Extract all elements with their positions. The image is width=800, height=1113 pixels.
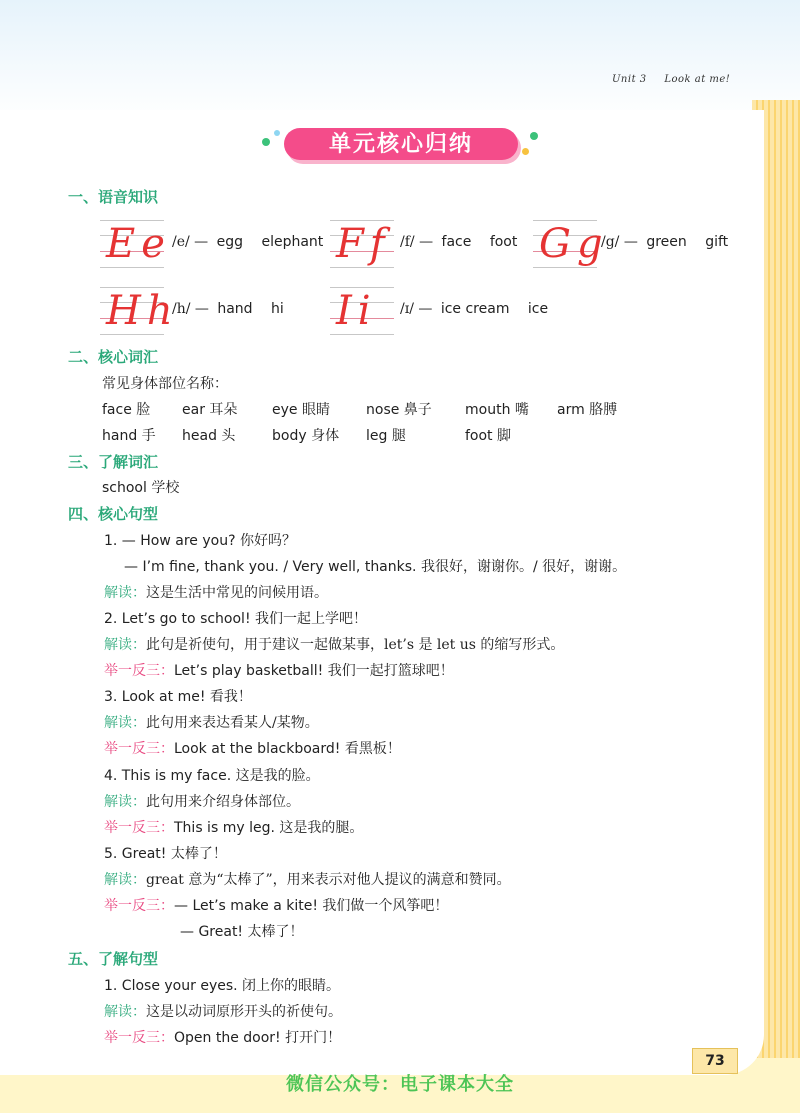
explanation-line bbox=[104, 582, 328, 602]
phonics-letters: Ee bbox=[106, 221, 171, 267]
explanation-line bbox=[104, 791, 300, 811]
vocab-item: body 身体 bbox=[272, 428, 340, 444]
phonics-word: gift bbox=[705, 234, 729, 250]
explanation-line bbox=[104, 1001, 342, 1021]
explanation-line bbox=[104, 712, 319, 732]
vocab-item: nose 鼻子 bbox=[366, 402, 432, 418]
phonics-row bbox=[601, 234, 728, 250]
example-line bbox=[104, 817, 363, 837]
section-heading-phonics: 一、语音知识 bbox=[68, 188, 159, 206]
phonics-letters: Gg bbox=[539, 221, 609, 267]
sentence: 3. Look at me! 看我！ bbox=[104, 689, 252, 705]
phonics-letters: Ii bbox=[336, 288, 377, 334]
explanation-text: 此句用来介绍身体部位。 bbox=[146, 794, 300, 810]
explanation-text: 这是生活中常见的问候用语。 bbox=[146, 585, 328, 601]
page-number: 73 bbox=[692, 1048, 738, 1074]
phonics-letters: Ff bbox=[336, 221, 391, 267]
section-heading-extra-sentences: 五、了解句型 bbox=[68, 950, 159, 968]
more-label: 举一反三： bbox=[104, 898, 174, 914]
vocab-item: ear 耳朵 bbox=[182, 402, 238, 418]
example-text: Look at the blackboard! 看黑板！ bbox=[174, 741, 401, 757]
unit-label: Unit 3 bbox=[612, 74, 647, 85]
explain-label: 解读： bbox=[104, 637, 146, 653]
phonics-word: green bbox=[646, 234, 687, 250]
more-label: 举一反三： bbox=[104, 663, 174, 679]
vocab-item: face 脸 bbox=[102, 402, 151, 418]
sentence: 1. — How are you? 你好吗？ bbox=[104, 533, 296, 549]
section-heading-core-vocab: 二、核心词汇 bbox=[68, 348, 159, 366]
explanation-line bbox=[104, 634, 564, 654]
sentence: 1. Close your eyes. 闭上你的眼睛。 bbox=[104, 978, 341, 994]
phonics-ipa: /f/ — bbox=[400, 234, 434, 250]
explanation-text: 此句用来表达看某人/某物。 bbox=[146, 715, 319, 731]
more-label: 举一反三： bbox=[104, 820, 174, 836]
phonics-word: hi bbox=[271, 301, 284, 317]
vocab-item: eye 眼睛 bbox=[272, 402, 330, 418]
unit-header bbox=[612, 74, 744, 85]
vocab-item: leg 腿 bbox=[366, 428, 406, 444]
explain-label: 解读： bbox=[104, 1004, 146, 1020]
sentence: 5. Great! 太棒了！ bbox=[104, 846, 227, 862]
explanation-text: 此句是祈使句，用于建议一起做某事，let’s 是 let us 的缩写形式。 bbox=[146, 637, 565, 653]
example-text: Let’s play basketball! 我们一起打篮球吧！ bbox=[174, 663, 454, 679]
example-text: — Let’s make a kite! 我们做一个风筝吧！ bbox=[174, 898, 449, 914]
sentence: — I’m fine, thank you. / Very well, thanks. 我很好，谢谢你。/ 很好，谢谢。 bbox=[124, 559, 627, 575]
phonics-letter-box bbox=[533, 220, 609, 268]
example-line bbox=[104, 895, 448, 915]
phonics-word: elephant bbox=[261, 234, 324, 250]
top-background bbox=[0, 0, 800, 120]
title-banner bbox=[258, 122, 548, 166]
explanation-text: great 意为“太棒了”，用来表示对他人提议的满意和赞同。 bbox=[146, 872, 511, 888]
phonics-row bbox=[172, 301, 284, 317]
example-text: This is my leg. 这是我的腿。 bbox=[174, 820, 364, 836]
explain-label: 解读： bbox=[104, 585, 146, 601]
phonics-word: ice cream bbox=[440, 301, 510, 317]
example-text: — Great! 太棒了！ bbox=[180, 924, 304, 940]
phonics-word: egg bbox=[216, 234, 244, 250]
vocab-item: mouth 嘴 bbox=[465, 402, 529, 418]
vocab-item: arm 胳膊 bbox=[557, 402, 618, 418]
dot-decoration bbox=[262, 138, 270, 146]
explain-label: 解读： bbox=[104, 794, 146, 810]
phonics-ipa: /e/ — bbox=[172, 234, 209, 250]
example-text: Open the door! 打开门！ bbox=[174, 1030, 342, 1046]
example-line bbox=[104, 1027, 341, 1047]
explanation-text: 这是以动词原形开头的祈使句。 bbox=[146, 1004, 342, 1020]
phonics-letter-box bbox=[330, 287, 394, 335]
vocab-item: head 头 bbox=[182, 428, 236, 444]
explain-label: 解读： bbox=[104, 715, 146, 731]
phonics-ipa: /ɪ/ — bbox=[400, 301, 433, 317]
example-line bbox=[104, 660, 454, 680]
sentence: 4. This is my face. 这是我的脸。 bbox=[104, 768, 320, 784]
phonics-ipa: /g/ — bbox=[601, 234, 638, 250]
extra-vocab-item: school 学校 bbox=[102, 480, 180, 496]
phonics-row bbox=[172, 234, 323, 250]
phonics-word: face bbox=[441, 234, 472, 250]
dot-decoration bbox=[274, 130, 280, 136]
phonics-ipa: /h/ — bbox=[172, 301, 209, 317]
phonics-row bbox=[400, 234, 517, 250]
phonics-word: hand bbox=[217, 301, 253, 317]
section-heading-core-sentences: 四、核心句型 bbox=[68, 505, 159, 523]
phonics-letter-box bbox=[100, 287, 179, 335]
footer-watermark: 微信公众号：电子课本大全 bbox=[286, 1074, 514, 1095]
sentence: 2. Let’s go to school! 我们一起上学吧！ bbox=[104, 611, 368, 627]
section-heading-extra-vocab: 三、了解词汇 bbox=[68, 453, 159, 471]
more-label: 举一反三： bbox=[104, 1030, 174, 1046]
page-title: 单元核心归纳 bbox=[328, 131, 473, 157]
explain-label: 解读： bbox=[104, 872, 146, 888]
vocab-item: hand 手 bbox=[102, 428, 156, 444]
phonics-letter-box bbox=[100, 220, 171, 268]
dot-decoration bbox=[530, 132, 538, 140]
dot-decoration bbox=[522, 148, 529, 155]
vocab-item: foot 脚 bbox=[465, 428, 511, 444]
explanation-line bbox=[104, 869, 511, 889]
phonics-letters: Hh bbox=[106, 288, 179, 334]
phonics-word: foot bbox=[489, 234, 518, 250]
phonics-letter-box bbox=[330, 220, 394, 268]
phonics-word: ice bbox=[527, 301, 549, 317]
vocab-intro: 常见身体部位名称： bbox=[102, 376, 228, 392]
example-line bbox=[104, 738, 401, 758]
more-label: 举一反三： bbox=[104, 741, 174, 757]
unit-title: Look at me! bbox=[664, 74, 731, 85]
phonics-row bbox=[400, 301, 548, 317]
